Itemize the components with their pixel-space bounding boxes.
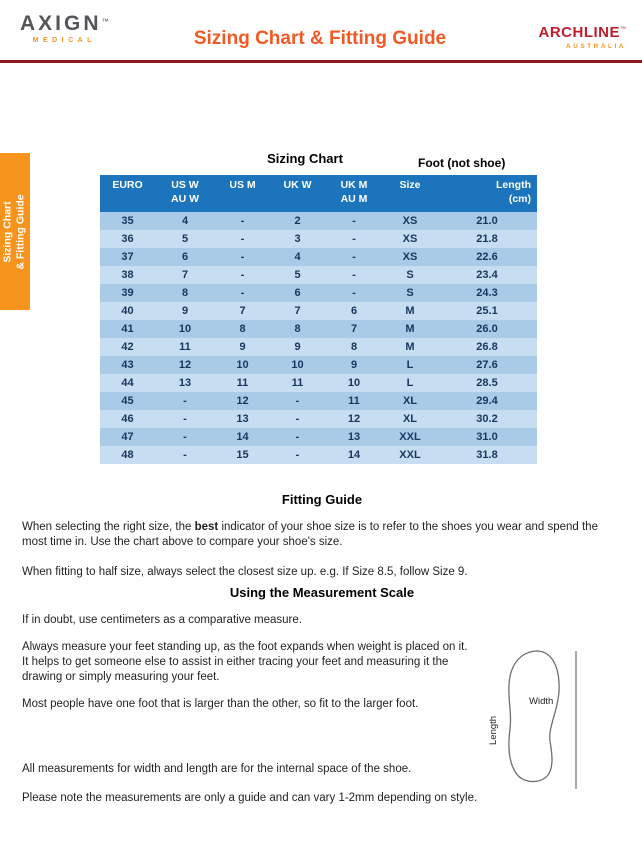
- table-row: [100, 302, 537, 320]
- table-cell: 4: [294, 251, 301, 263]
- width-label: Width: [529, 696, 554, 707]
- table-cell: 44: [121, 377, 134, 389]
- length-label: Length: [488, 715, 499, 745]
- col-header-euro: EURO: [100, 175, 155, 212]
- table-cell: 22.6: [476, 251, 498, 263]
- table-cell: L: [406, 359, 414, 371]
- table-cell: 42: [121, 341, 134, 353]
- col-header-size: Size: [383, 175, 437, 212]
- axign-logo-subtext: MEDICAL: [32, 37, 96, 44]
- table-cell: 28.5: [476, 377, 498, 389]
- table-cell: 24.3: [476, 287, 498, 299]
- table-cell: 10: [291, 359, 304, 371]
- table-cell: 21.0: [476, 215, 498, 227]
- table-row: [100, 392, 537, 410]
- table-cell: 45: [121, 395, 134, 407]
- table-cell: 43: [121, 359, 134, 371]
- table-cell: 5: [294, 269, 301, 281]
- fitting-guide-paragraph-1: When selecting the right size, the best indicator of your shoe size is to refer to the shoes you wear and spend the most time in. Use the chart above to compare your shoe's size.: [22, 521, 598, 548]
- table-cell: 10: [178, 323, 192, 335]
- table-cell: -: [240, 269, 245, 281]
- table-cell: 41: [121, 323, 134, 335]
- table-cell: 11: [291, 377, 304, 389]
- measurement-paragraph-1: If in doubt, use centimeters as a comparative measure.: [22, 614, 302, 626]
- table-cell: -: [295, 395, 300, 407]
- table-row: [100, 446, 537, 464]
- table-cell: 27.6: [476, 359, 498, 371]
- foot-not-shoe-note: Foot (not shoe): [418, 156, 506, 170]
- archline-logo-text: ARCHLINE: [538, 24, 620, 41]
- table-cell: 7: [239, 305, 246, 317]
- table-cell: 12: [178, 359, 192, 371]
- table-cell: 4: [181, 215, 189, 227]
- table-cell: 5: [181, 233, 189, 245]
- table-cell: 9: [350, 359, 358, 371]
- table-cell: -: [240, 251, 245, 263]
- table-cell: 7: [181, 269, 189, 281]
- best-emphasis: best: [194, 521, 219, 533]
- table-cell: XS: [402, 251, 418, 263]
- table-cell: -: [352, 215, 356, 227]
- table-row: [100, 356, 537, 374]
- table-cell: 11: [348, 395, 360, 407]
- table-cell: -: [352, 269, 356, 281]
- table-header-row: [100, 175, 537, 212]
- table-cell: 9: [239, 341, 246, 353]
- table-cell: 9: [181, 305, 189, 317]
- table-cell: -: [183, 431, 187, 443]
- header-divider: [0, 60, 642, 63]
- col-header-uk-w: UK W: [270, 175, 325, 212]
- table-cell: 40: [121, 305, 134, 317]
- table-cell: 14: [236, 431, 249, 443]
- table-cell: 26.0: [476, 323, 498, 335]
- archline-trademark: ™: [620, 26, 626, 33]
- table-cell: 48: [121, 449, 134, 461]
- table-cell: -: [183, 395, 187, 407]
- table-row: [100, 428, 537, 446]
- table-cell: 3: [294, 233, 301, 245]
- table-cell: 9: [294, 341, 301, 353]
- table-cell: -: [183, 413, 187, 425]
- table-row: [100, 320, 537, 338]
- foot-measurement-diagram: [484, 643, 598, 795]
- measurement-paragraph-3: Most people have one foot that is larger than the other, so fit to the larger foot.: [22, 698, 419, 710]
- measurement-paragraph-5: Please note the measurements are only a guide and can vary 1-2mm depending on style.: [22, 792, 478, 804]
- archline-logo-subtext: AUSTRALIA: [565, 43, 626, 50]
- table-cell: M: [405, 323, 415, 335]
- table-cell: 12: [347, 413, 361, 425]
- side-tab-label-line2: & Fitting Guide: [15, 193, 27, 270]
- table-cell: 37: [121, 251, 134, 263]
- table-cell: S: [406, 269, 414, 281]
- table-cell: XXL: [399, 449, 421, 461]
- table-cell: -: [240, 287, 245, 299]
- table-cell: 8: [181, 287, 189, 299]
- table-cell: -: [183, 449, 187, 461]
- measurement-scale-section: [22, 585, 622, 806]
- table-cell: 8: [350, 341, 358, 353]
- table-cell: XL: [402, 395, 418, 407]
- table-cell: 10: [347, 377, 361, 389]
- table-cell: 39: [121, 287, 134, 299]
- table-cell: 6: [181, 251, 189, 263]
- table-cell: -: [240, 233, 245, 245]
- table-cell: 38: [121, 269, 134, 281]
- table-row: [100, 266, 537, 284]
- table-cell: 30.2: [476, 413, 498, 425]
- side-tab-label-line1: Sizing Chart: [2, 200, 14, 263]
- measurement-paragraph-4: All measurements for width and length are for the internal space of the shoe.: [22, 763, 412, 775]
- table-row: [100, 284, 537, 302]
- table-cell: -: [352, 251, 356, 263]
- table-cell: -: [295, 431, 300, 443]
- fitting-guide-title: Fitting Guide: [281, 492, 363, 507]
- col-header-us-m: US M: [215, 175, 270, 212]
- measurement-paragraph-2: Always measure your feet standing up, as the foot expands when weight is placed on it. It helps to get someone else to assist in either tracing your feet and measuring it the drawing or simply measuring your feet.: [22, 641, 468, 683]
- table-cell: 15: [236, 449, 249, 461]
- axign-logo-text: AXIGN: [20, 12, 102, 35]
- table-cell: 21.8: [476, 233, 498, 245]
- page-title: Sizing Chart & Fitting Guide: [193, 28, 447, 49]
- table-cell: 7: [350, 323, 358, 335]
- table-cell: 31.0: [476, 431, 498, 443]
- table-body: [100, 212, 537, 464]
- table-cell: 26.8: [476, 341, 498, 353]
- table-row: [100, 374, 537, 392]
- table-cell: 13: [347, 431, 361, 443]
- table-cell: M: [405, 305, 415, 317]
- sizing-chart-table: [100, 175, 537, 464]
- table-cell: 11: [179, 341, 191, 353]
- table-cell: 6: [294, 287, 301, 299]
- col-header-length: Length (cm): [437, 175, 537, 212]
- table-cell: M: [405, 341, 415, 353]
- table-cell: XS: [402, 215, 418, 227]
- table-row: [100, 410, 537, 428]
- table-cell: -: [295, 413, 300, 425]
- table-cell: 46: [121, 413, 134, 425]
- measurement-scale-title: Using the Measurement Scale: [229, 585, 415, 600]
- table-cell: -: [352, 233, 356, 245]
- table-cell: 31.8: [476, 449, 498, 461]
- table-cell: 25.1: [476, 305, 498, 317]
- table-cell: 10: [236, 359, 249, 371]
- table-cell: 13: [178, 377, 192, 389]
- table-row: [100, 338, 537, 356]
- table-row: [100, 230, 537, 248]
- side-tab-sizing-chart: [0, 153, 30, 310]
- fitting-guide-section: [22, 492, 622, 580]
- table-cell: 47: [121, 431, 134, 443]
- fitting-guide-paragraph-2: When fitting to half size, always select the closest size up. e.g. If Size 8.5, follow Size 9.: [22, 566, 468, 578]
- table-cell: 11: [236, 377, 249, 389]
- axign-logo: [20, 13, 109, 44]
- table-cell: 8: [239, 323, 246, 335]
- col-header-uk-m: UK M AU M: [325, 175, 383, 212]
- table-cell: -: [352, 287, 356, 299]
- table-cell: 29.4: [476, 395, 498, 407]
- sizing-chart-title: Sizing Chart: [267, 151, 343, 166]
- table-cell: 35: [121, 215, 134, 227]
- table-cell: 8: [294, 323, 301, 335]
- foot-outline-icon: [484, 643, 598, 795]
- table-cell: 36: [121, 233, 134, 245]
- table-cell: XL: [402, 413, 418, 425]
- table-cell: XXL: [399, 431, 421, 443]
- table-cell: 12: [236, 395, 249, 407]
- archline-logo: [539, 24, 627, 50]
- table-cell: 2: [294, 215, 301, 227]
- table-cell: XS: [402, 233, 418, 245]
- table-cell: S: [406, 287, 414, 299]
- table-cell: 13: [236, 413, 249, 425]
- table-cell: -: [295, 449, 300, 461]
- table-cell: 14: [347, 449, 361, 461]
- table-row: [100, 212, 537, 230]
- table-cell: L: [406, 377, 414, 389]
- axign-trademark: ™: [101, 18, 109, 26]
- table-cell: 6: [350, 305, 358, 317]
- table-cell: -: [240, 215, 245, 227]
- table-cell: 23.4: [476, 269, 498, 281]
- col-header-us-w: US W AU W: [155, 175, 215, 212]
- table-cell: 7: [294, 305, 301, 317]
- table-row: [100, 248, 537, 266]
